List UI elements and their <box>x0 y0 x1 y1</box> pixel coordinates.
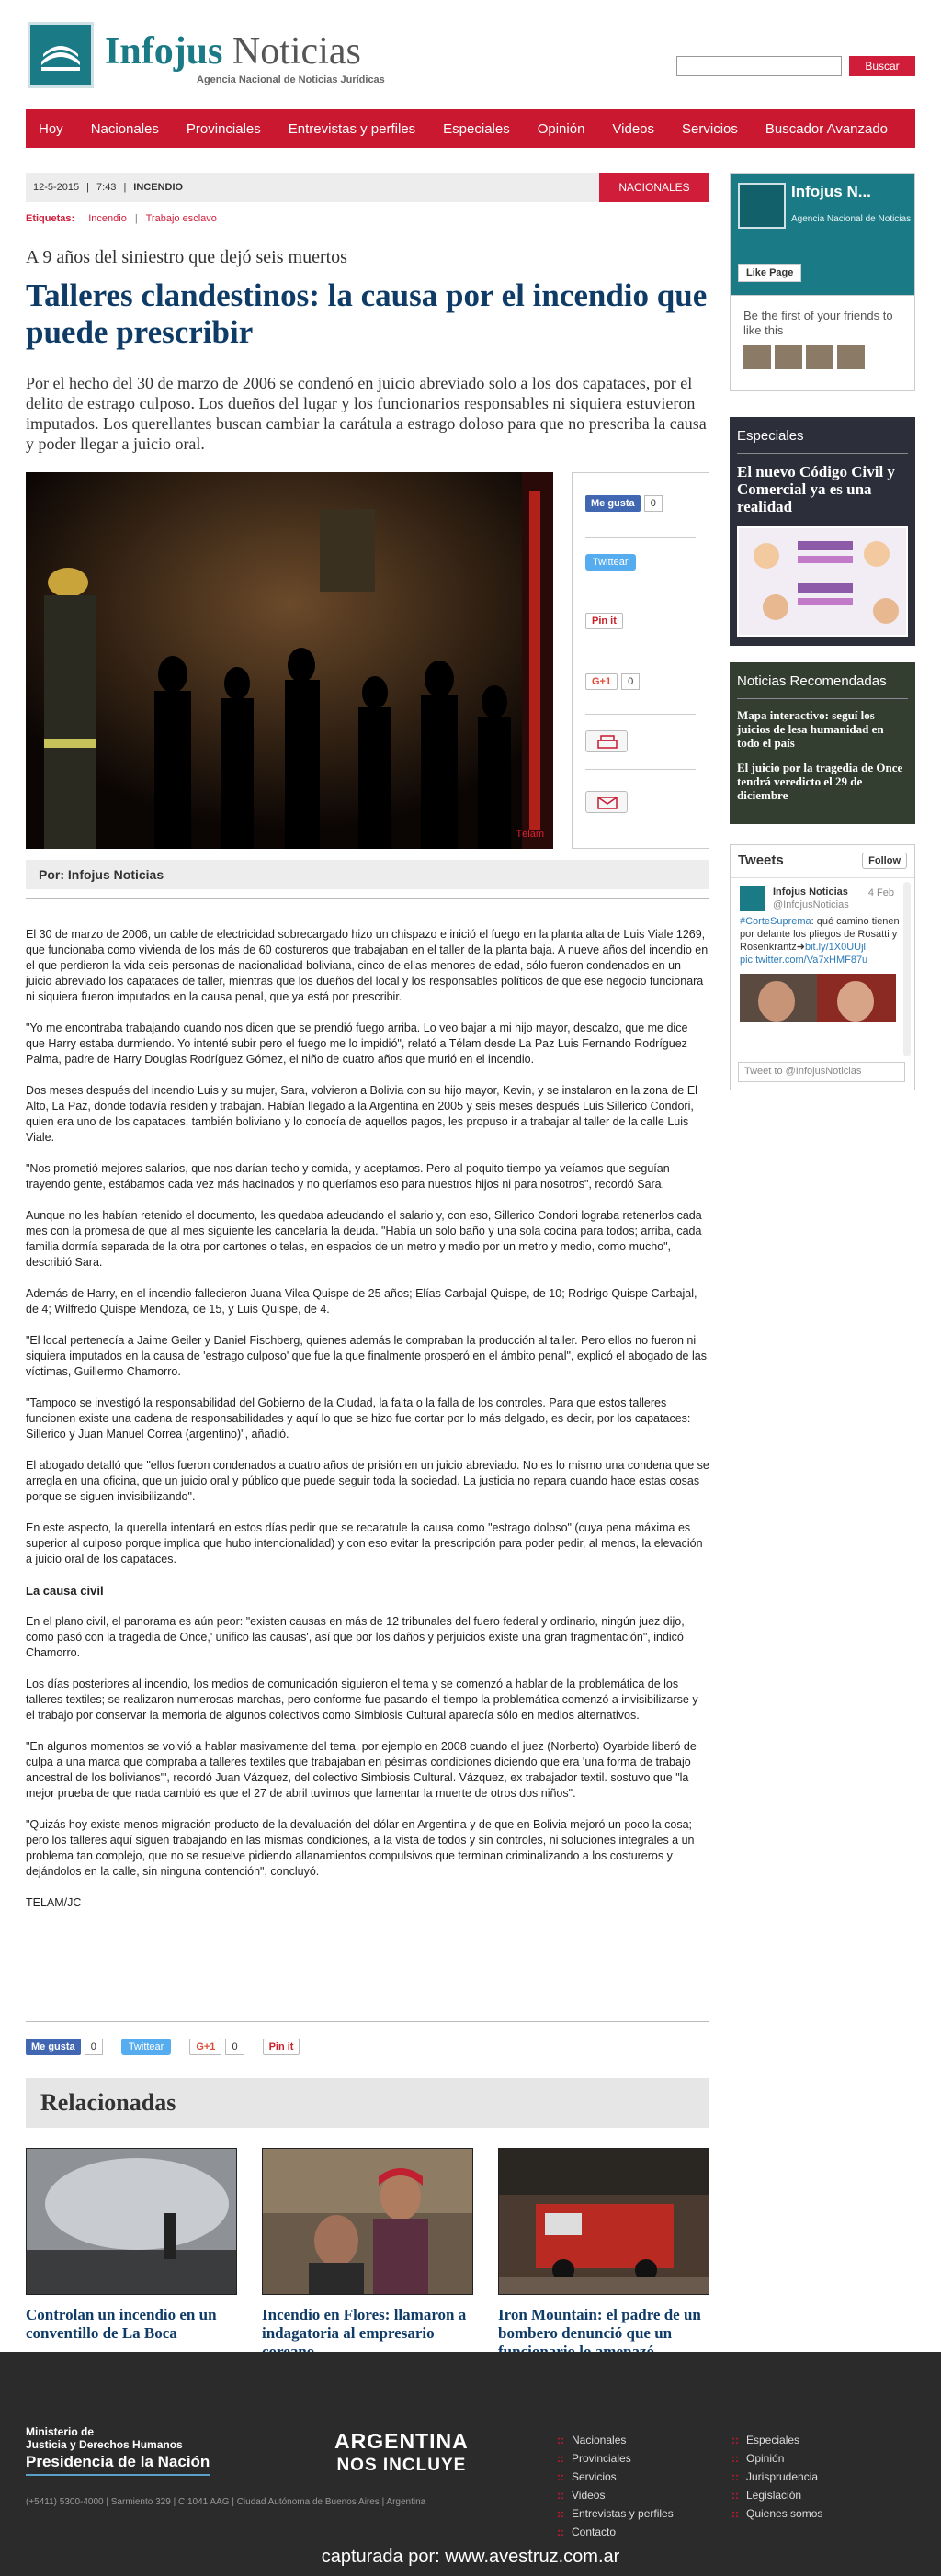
byline: Por: Infojus Noticias <box>26 860 709 889</box>
gplus-button[interactable]: G+1 <box>189 2039 221 2055</box>
ministry-logo[interactable] <box>26 2425 210 2476</box>
article-date: 12-5-2015 <box>33 182 80 193</box>
meta-separator: | <box>86 182 90 193</box>
article-headline: Talleres clandestinos: la causa por el incendio que puede prescribir <box>26 277 708 350</box>
fb-like-count: 0 <box>85 2039 103 2055</box>
ministry-line-2: Justicia y Derechos Humanos <box>26 2438 183 2451</box>
footer-links-col-1 <box>557 2431 674 2541</box>
gplus-button[interactable]: G+1 <box>585 673 618 690</box>
fb-friend-faces <box>743 345 901 369</box>
related-title: Relacionadas <box>26 2078 709 2128</box>
article-kicker: A 9 años del siniestro que dejó seis muertos <box>26 247 347 267</box>
tweet-handle[interactable]: @InfojusNoticias <box>773 899 849 910</box>
gplus-widget <box>585 673 640 690</box>
body-paragraph: "En algunos momentos se volvió a hablar masivamente del tema, por ejemplo en 2008 cuando el juez (Norberto) Oyarbide liberó de culpa a una marca que compraba a talleres textiles que trabajaban en pésimas condiciones diciendo que era 'una forma de trabajo ancestral de los bolivianos'", recordó Juan Vázquez, del colectivo Simbiosis Cultural. Vázquez, ex trabajador textil. sostuvo que "la mejor prueba de que nada cambió es que el 27 de abril tuvimos que lamentar la muerte de otros dos niños". <box>26 1740 697 1800</box>
section-badge[interactable]: NACIONALES <box>599 173 709 202</box>
footer-link[interactable]: :: Jurisprudencia <box>731 2468 822 2486</box>
pinit-button[interactable]: Pin it <box>263 2039 300 2055</box>
fb-page-avatar <box>738 183 786 229</box>
nav-servicios[interactable]: Servicios <box>682 120 738 137</box>
tag-incendio[interactable]: Incendio <box>88 213 127 224</box>
email-widget <box>585 791 628 817</box>
footer-address: (+5411) 5300-4000 | Sarmiento 329 | C 1041 AAG | Ciudad Autónoma de Buenos Aires | Argentina <box>26 2497 426 2507</box>
tweets-header <box>731 845 914 878</box>
article-meta-bar <box>26 173 709 202</box>
tweets-scrollbar[interactable] <box>903 882 911 1056</box>
nav-buscador[interactable]: Buscador Avanzado <box>765 120 889 137</box>
tweet-author[interactable]: Infojus Noticias <box>773 887 848 898</box>
body-paragraph: En este aspecto, la querella intentará en estos días pedir que se recaratule la causa como "estrago doloso" (cuya pena máxima es superior al culposo porque implica que hubo intencionalidad) y con eso evitar la prescripción para poder pedir, al menos, la elevación a juicio oral de los capataces. <box>26 1521 703 1565</box>
fb-friend-avatar[interactable] <box>743 345 771 369</box>
nav-hoy[interactable]: Hoy <box>39 120 63 137</box>
gplus-widget <box>189 2039 244 2055</box>
argentina-line-2: NOS INCLUYE <box>336 2456 467 2475</box>
nav-entrevistas[interactable]: Entrevistas y perfiles <box>288 120 416 137</box>
footer-link[interactable]: :: Nacionales <box>557 2431 674 2449</box>
article-signoff: TELAM/JC <box>26 1896 82 1909</box>
article-time: 7:43 <box>96 182 117 193</box>
tags-row <box>26 213 709 224</box>
tag-separator: | <box>134 213 138 224</box>
footer-link[interactable]: :: Provinciales <box>557 2449 674 2468</box>
tweet-date: 4 Feb <box>867 887 894 898</box>
related-headline[interactable]: Iron Mountain: el padre de un bombero denunció que un <box>498 2306 701 2342</box>
article-summary: Por el hecho del 30 de marzo de 2006 se condenó en juicio abreviado solo a los dos capataces, por el delito de estrago culposo. Los dueños del lugar y los funcionarios responsables ni siquiera estuvieron imputados. Los querellantes buscan cambiar la carátula a estrago doloso para que no prescriba la causa y poder llegar a juicio oral. <box>26 374 707 453</box>
pinit-button[interactable]: Pin it <box>585 613 623 629</box>
nav-nacionales[interactable]: Nacionales <box>90 120 159 137</box>
search-button[interactable]: Buscar <box>849 56 915 76</box>
body-paragraph: "El local pertenecía a Jaime Geiler y Daniel Fischberg, quienes además le compraban la producción al taller. Pero ellos no fueron ni siquiera imputados en la causa de 'estrago culposo' que fue la que finalmente prosperó en el ámbito penal", explicó el abogado de las víctimas, Guillermo Chamorro. <box>26 1334 707 1378</box>
body-paragraph: Dos meses después del incendio Luis y su mujer, Sara, volvieron a Bolivia con su hijo mayor, Kevin, y se instalaron en la zona de El Alto, La Paz, donde todavía residen y trabajan. Habían llegado a la Argentina en 2005 y seis meses después Luis Sillerico Condori, quien era uno de los capataces, también boliviano y lo conocía de aquellos pagos, les propuso ir a trabajar al taller de la calle Luis Viale. <box>26 1084 697 1144</box>
gplus-count: 0 <box>225 2039 244 2055</box>
body-paragraph: Aunque no les habían retenido el documento, les quedaba adeudando el salario y, con eso, Sillerico Condori lograba retenerlos cada mes con la promesa de que al mes siguiente les cancelaría la deuda. "Había un solo baño y una sola cocina para todos; arriba, cada familia dormía separada de la otra por cartones o telas, en espacios de un metro y medio por un metro y medio, como mucho", describió Sara. <box>26 1209 702 1269</box>
fb-page-widget[interactable] <box>730 173 915 296</box>
main-nav <box>26 109 915 148</box>
fb-like-widget <box>585 495 663 512</box>
tweet-widget <box>585 554 636 571</box>
footer-link[interactable]: :: Servicios <box>557 2468 674 2486</box>
related-card[interactable] <box>498 2148 709 2361</box>
fb-friend-avatar[interactable] <box>775 345 802 369</box>
fb-like-page-button[interactable]: Like Page <box>738 264 801 282</box>
logo-title-b: Noticias <box>232 30 361 73</box>
divider <box>585 714 696 715</box>
tweet <box>731 878 914 1022</box>
footer-link[interactable]: :: Legislación <box>731 2486 822 2504</box>
print-icon <box>586 731 629 753</box>
body-paragraph: "Yo me encontraba trabajando cuando nos dicen que se prendió fuego arriba. Lo veo bajar a mi hijo mayor, descalzo, que me dice que Harry estaba durmiendo. Yo intenté subir pero el fuego me lo impidió", relató a Télam desde La Paz Luis Fernando Rodríguez Palma, padre de Harry Douglas Rodríguez Gómez, el niño de cuatro años que murió en el incendio. <box>26 1022 688 1066</box>
related-card[interactable] <box>26 2148 237 2343</box>
divider <box>26 2021 709 2022</box>
recomendadas-title: Noticias Recomendadas <box>737 673 908 699</box>
ministry-line-3: Presidencia de la Nación <box>26 2453 210 2476</box>
ministry-line-1: Ministerio de <box>26 2425 95 2438</box>
body-paragraph: "Nos prometió mejores salarios, que nos darían techo y comida, y aceptamos. Pero al poquito tiempo ya veíamos que seguían trayendo gente, estábamos cada vez más hacinados y no queríamos eso para nuestros hijos ni para nosotros", recordó Sara. <box>26 1162 670 1191</box>
tweet-avatar[interactable] <box>740 886 765 911</box>
tags-label: Etiquetas: <box>26 213 75 224</box>
nav-provinciales[interactable]: Provinciales <box>186 120 261 137</box>
tweet-button[interactable]: Twittear <box>121 2039 172 2055</box>
body-subhead: La causa civil <box>26 1584 104 1598</box>
body-paragraph: El 30 de marzo de 2006, un cable de electricidad sobrecargado hizo un chispazo e inició el fuego en la planta alta de Luis Viale 1269, que funcionaba como vivienda de los más de 60 costureros que trabajaban en el taller de la planta baja. A nueve años del incendio en el que perdieron la vida seis personas de nacionalidad boliviana, cinco de ellas menores de edad, sólo fueron condenados en un juicio abreviado los capataces de taller, mientras que los dueños del local y los responsables políticos de que ese negocio funcionara ni siquiera fueron imputados en la causa penal, que ya está por prescribir. <box>26 928 709 1003</box>
related-image[interactable] <box>262 2148 473 2295</box>
tweets-title: Tweets <box>738 853 784 868</box>
email-button[interactable] <box>585 791 628 813</box>
mail-icon <box>586 792 629 814</box>
recomendada-link[interactable]: Mapa interactivo: seguí los juicios de lesa humanidad en todo el país <box>737 708 884 750</box>
body-paragraph: En el plano civil, el panorama es aún peor: "existen causas en más de 12 tribunales del fuero federal y ordinario, ningún juez dijo, como pasó con la tragedia de Once,' unifico las causas', así que por los daños y perjuicios existe una gran fragmentación", indicó Chamorro. <box>26 1615 685 1659</box>
sidebar <box>730 173 915 1090</box>
tag-trabajo-esclavo[interactable]: Trabajo esclavo <box>145 213 217 224</box>
body-paragraph: "Tampoco se investigó la responsabilidad del Gobierno de la Ciudad, la falta o la falla de los controles. Para que estos talleres funcionen existe una cadena de responsabilidades y aquí lo que se hizo fue cortar por lo más delgado, es decir, por los capataces: Sillerico y Juan Manuel Correa (argentino)", añadió. <box>26 1396 691 1441</box>
fb-friends-text: Be the first of your friends to like this <box>743 309 893 337</box>
article-photo[interactable] <box>26 472 553 849</box>
photo-credit: Télam <box>516 829 544 840</box>
article-category: INCENDIO <box>133 182 184 193</box>
footer-link[interactable]: :: Videos <box>557 2486 674 2504</box>
body-paragraph: Además de Harry, en el incendio fallecieron Juana Vilca Quispe de 25 años; Elías Carbajal Quispe, de 10; Rodrigo Quispe Carbajal, de 4; Wilfredo Quispe Mendoza, de 15, y Luis Quispe, de 4. <box>26 1287 697 1316</box>
article <box>26 173 709 1926</box>
fb-like-count: 0 <box>644 495 663 512</box>
print-button[interactable] <box>585 730 628 752</box>
logo-book-icon[interactable] <box>28 22 94 88</box>
logo-subtitle: Agencia Nacional de Noticias Jurídicas <box>197 74 385 85</box>
especiales-headline[interactable]: El nuevo Código Civil y Comercial ya es una realidad <box>737 463 895 515</box>
tweet-hashtag[interactable]: #CorteSuprema <box>740 916 811 927</box>
nav-videos[interactable]: Videos <box>612 120 655 137</box>
fb-page-subtitle: Agencia Nacional de Noticias <box>791 214 912 224</box>
body-paragraph: "Quizás hoy existe menos migración producto de la devaluación del dólar en Argentina y de que en Bolivia mejoró un poco la cosa; pero los talleres aquí siguen trabajando en las mismas condiciones, a la vista de todos y sin controles, ni soluciones integrales a un problema tan complejo, que no se resuelve pidiendo allanamientos compulsivos que terminan criminalizando a los costureros y dejándolos en la calle, sin ninguna contención", concluyó. <box>26 1818 695 1878</box>
related-section <box>26 2078 709 2342</box>
tweet-to-input[interactable]: Tweet to @InfojusNoticias <box>738 1062 905 1082</box>
footer-link[interactable]: :: Quienes somos <box>731 2504 822 2523</box>
related-headline[interactable]: Controlan un incendio en un conventillo de La Boca <box>26 2306 217 2342</box>
tweet-button[interactable]: Twittear <box>585 554 636 571</box>
fb-like-button[interactable]: Me gusta <box>26 2039 81 2055</box>
media-row <box>26 472 709 851</box>
logo-title-a: Infojus <box>105 30 223 73</box>
tweet-text <box>740 911 905 966</box>
especiales-title: Especiales <box>737 428 908 454</box>
especiales-image[interactable] <box>737 526 908 637</box>
footer-link[interactable]: :: Contacto <box>557 2523 674 2541</box>
fb-friend-avatar[interactable] <box>837 345 865 369</box>
footer-links-col-2 <box>731 2431 822 2523</box>
tweet-photo[interactable] <box>740 974 896 1022</box>
capture-watermark: capturada por: www.avestruz.com.ar <box>321 2547 620 2567</box>
fb-like-button[interactable]: Me gusta <box>585 495 641 512</box>
divider <box>26 898 709 899</box>
tweets-widget <box>730 844 915 1090</box>
related-image[interactable] <box>26 2148 237 2295</box>
divider <box>585 769 696 770</box>
divider <box>585 537 696 538</box>
argentina-logo[interactable] <box>334 2429 469 2476</box>
footer-link[interactable]: :: Entrevistas y perfiles <box>557 2504 674 2523</box>
fb-page-title[interactable]: Infojus N... <box>791 183 871 200</box>
nav-especiales[interactable]: Especiales <box>443 120 510 137</box>
logo-title[interactable] <box>105 29 361 73</box>
related-image[interactable] <box>498 2148 709 2295</box>
footer-link[interactable]: :: Especiales <box>731 2431 822 2449</box>
fb-friend-avatar[interactable] <box>806 345 833 369</box>
twitter-follow-button[interactable]: Follow <box>862 853 907 869</box>
recomendadas-panel <box>730 662 915 824</box>
fb-like-widget <box>26 2039 103 2055</box>
pinit-widget <box>585 613 623 629</box>
bottom-share-bar <box>26 2021 709 2055</box>
share-column <box>572 472 709 849</box>
meta-separator: | <box>123 182 127 193</box>
body-paragraph: El abogado detalló que "ellos fueron condenados a cuatro años de prisión en un juicio abreviado. No es lo mismo una condena que se arregla en una oficina, que un juicio oral y público que puede seguir toda la sociedad. La justicia no repara cuando hace estas cosas porque se siguen invisibilizando". <box>26 1459 709 1503</box>
footer-link[interactable]: :: Opinión <box>731 2449 822 2468</box>
tweet-body: : qué camino tienen por delante los pliegos de Rosatti y Rosenkrantz➜ <box>740 916 900 953</box>
recomendada-link[interactable]: El juicio por la tragedia de Once tendrá veredicto el 29 de diciembre <box>737 761 903 802</box>
related-headline[interactable]: Incendio en Flores: llamaron a indagatoria al empresario <box>262 2306 467 2342</box>
fb-friends-box <box>730 296 915 391</box>
related-card[interactable] <box>262 2148 473 2361</box>
gplus-count: 0 <box>621 673 640 690</box>
search-input[interactable] <box>676 56 842 76</box>
tweet-link[interactable]: bit.ly/1X0UUjl <box>804 942 866 953</box>
article-body <box>26 927 709 1911</box>
site-header <box>0 0 941 108</box>
site-footer <box>0 2352 941 2576</box>
print-widget <box>585 730 628 756</box>
body-paragraph: Los días posteriores al incendio, los medios de comunicación siguieron el tema y se comenzó a hablar de la problemática de los talleres textiles; se realizaron numerosas marchas, pero conforme fue pasando el tiempo la problemática comenzó a invisibilizarse y el trabajo por conservar la memoria de algunos colectivos como Simbiosis Cultural aparecía sólo en medios alternativos. <box>26 1678 698 1722</box>
tweet-pic-link[interactable]: pic.twitter.com/Va7xHMF87u <box>740 955 868 966</box>
especiales-panel <box>730 417 915 646</box>
nav-opinion[interactable]: Opinión <box>537 120 585 137</box>
argentina-line-1: ARGENTINA <box>334 2429 469 2453</box>
